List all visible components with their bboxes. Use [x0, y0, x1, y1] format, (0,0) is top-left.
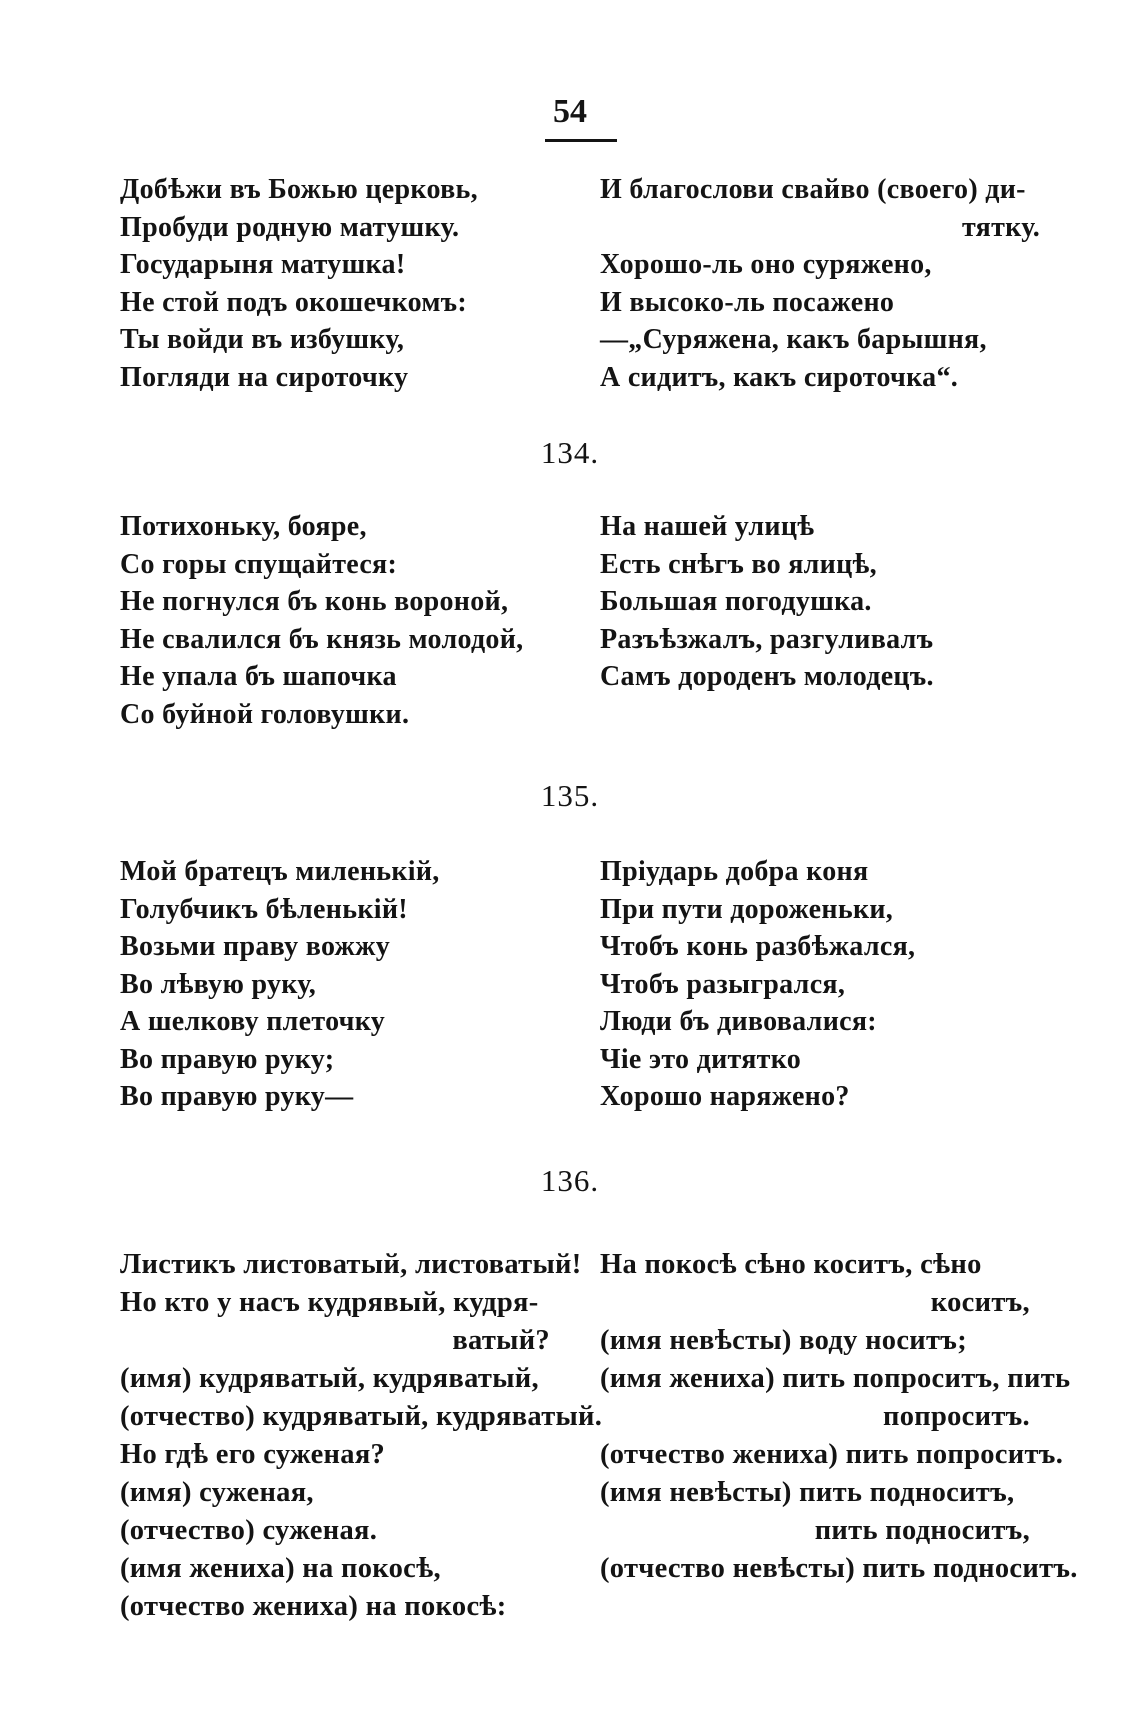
verse-line: Ты войди въ избушку,: [120, 324, 405, 355]
verse-line: Не свалился бъ князь молодой,: [120, 623, 524, 655]
verse-line: Пробуди родную матушку.: [120, 211, 460, 243]
verse-line: —„Суряжена, какъ барышня,: [600, 324, 987, 355]
verse-line: (отчество жениха) на покосѣ:: [120, 1591, 507, 1622]
verse-line: Голубчикъ бѣленькій!: [120, 893, 408, 925]
verse-line: Люди бъ дивовалися:: [600, 1006, 877, 1037]
verse-line: (имя) кудряватый, кудряватый,: [120, 1363, 539, 1394]
section-134-left: [120, 508, 560, 733]
verse-line-continuation: коситъ,: [930, 1287, 1030, 1318]
verse-line: И благослови свайво (своего) ди-: [600, 174, 1026, 205]
verse-line: Но гдѣ его суженая?: [120, 1439, 386, 1470]
verse-line: И высоко-ль посажено: [600, 286, 895, 318]
verse-line: Государыня матушка!: [120, 249, 406, 280]
verse-line: (имя) суженая,: [120, 1477, 314, 1508]
verse-line: Большая погодушка.: [600, 586, 872, 617]
page-number: 54: [553, 93, 587, 130]
verse-line: Хорошо-ль оно суряжено,: [600, 249, 932, 280]
section-135-right: [600, 853, 1040, 1116]
verse-line: (имя жениха) на покосѣ,: [120, 1553, 441, 1584]
verse-line: Не упала бъ шапочка: [120, 661, 397, 692]
section-136-right: [600, 1246, 1078, 1588]
section-number: 136.: [540, 1163, 600, 1198]
verse-line: При пути дороженьки,: [600, 893, 894, 925]
verse-line: Разъѣзжалъ, разгуливалъ: [600, 623, 934, 655]
verse-line: Со горы спущайтеся:: [120, 548, 398, 580]
verse-line: Потихоньку, бояре,: [120, 511, 367, 542]
verse-line-continuation: ватый?: [452, 1325, 550, 1356]
section-number: 135.: [540, 778, 600, 813]
section-134-right: [600, 508, 1040, 696]
verse-line: (отчество) суженая.: [120, 1515, 378, 1546]
verse-line: Не стой подъ окошечкомъ:: [120, 286, 468, 318]
verse-line: (имя жениха) пить попроситъ, пить: [600, 1363, 1071, 1394]
section-continuation-left: [120, 171, 560, 396]
section-135-left: [120, 853, 560, 1116]
verse-line: На нашей улицѣ: [600, 511, 815, 542]
verse-line: Мой братецъ миленькій,: [120, 856, 440, 887]
verse-line: Чіе это дитятко: [600, 1043, 802, 1075]
verse-line: (отчество жениха) пить попроситъ.: [600, 1439, 1064, 1470]
verse-line: Во правую руку;: [120, 1043, 335, 1075]
verse-line-continuation: пить подноситъ,: [814, 1515, 1030, 1546]
verse-line: (отчество невѣсты) пить подноситъ.: [600, 1553, 1078, 1584]
verse-line: Есть снѣгъ во ялицѣ,: [600, 548, 877, 580]
section-continuation-right: [600, 171, 1040, 396]
verse-line: (отчество) кудряватый, кудряватый.: [120, 1401, 603, 1432]
verse-line: А шелкову плеточку: [120, 1006, 386, 1037]
verse-line: Хорошо наряжено?: [600, 1081, 850, 1112]
section-number: 134.: [540, 435, 600, 470]
verse-line: Возьми праву вожжу: [120, 931, 391, 962]
verse-line: Во правую руку—: [120, 1081, 354, 1112]
verse-line: Не погнулся бъ конь вороной,: [120, 586, 509, 617]
verse-line: Самъ дороденъ молодецъ.: [600, 661, 934, 692]
verse-line: (имя невѣсты) воду носитъ;: [600, 1325, 968, 1356]
page-number-rule: [545, 139, 617, 142]
verse-line: Пріударь добра коня: [600, 856, 869, 887]
verse-line: Листикъ листоватый, листоватый!: [120, 1249, 582, 1280]
verse-line: Со буйной головушки.: [120, 698, 410, 730]
verse-line: Во лѣвую руку,: [120, 968, 317, 1000]
section-136-left: [120, 1246, 603, 1626]
verse-line: Чтобъ конь разбѣжался,: [600, 931, 916, 962]
verse-line: Но кто у насъ кудрявый, кудря-: [120, 1287, 539, 1318]
verse-line: Погляди на сироточку: [120, 361, 409, 393]
verse-line: А сидитъ, какъ сироточка“.: [600, 361, 959, 393]
verse-line: Чтобъ разыгрался,: [600, 968, 846, 1000]
verse-line-continuation: попроситъ.: [882, 1401, 1030, 1432]
verse-line: (имя невѣсты) пить подноситъ,: [600, 1477, 1015, 1508]
verse-line-continuation: тятку.: [961, 211, 1040, 243]
verse-line: На покосѣ сѣно коситъ, сѣно: [600, 1249, 982, 1280]
verse-line: Добѣжи въ Божью церковь,: [120, 174, 478, 205]
